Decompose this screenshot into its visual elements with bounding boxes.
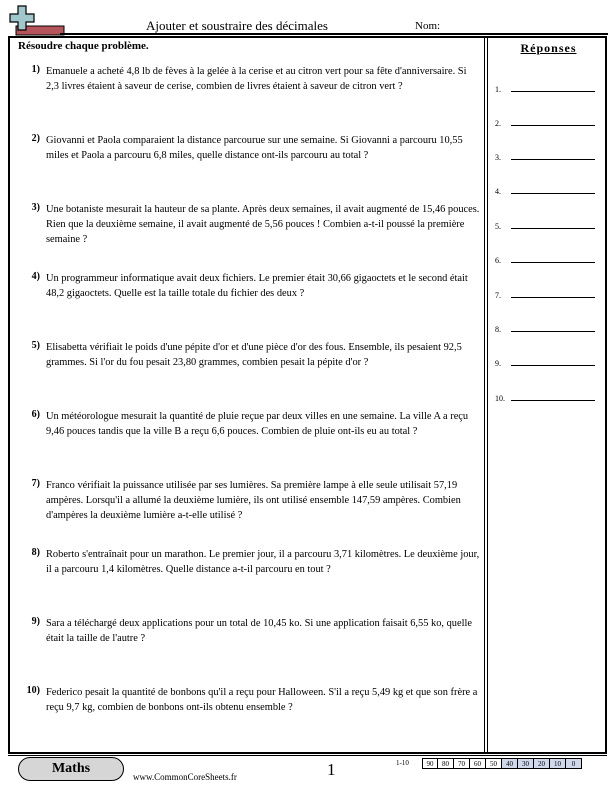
answer-number: 3.	[495, 153, 501, 162]
score-cell: 10	[550, 758, 566, 769]
worksheet-title: Ajouter et soustraire des décimales	[146, 18, 328, 33]
question-number: 1)	[31, 64, 40, 75]
score-cell: 70	[454, 758, 470, 769]
name-label: Nom:	[415, 20, 441, 32]
answer-number: 8.	[495, 325, 501, 334]
score-cell: 40	[502, 758, 518, 769]
answer-row	[495, 354, 595, 368]
score-range-label: 1-10	[396, 759, 409, 767]
answer-row	[495, 389, 595, 403]
answer-number: 5.	[495, 222, 501, 231]
answer-row	[495, 251, 595, 265]
answer-line[interactable]	[511, 125, 595, 126]
question-number: 7)	[31, 478, 40, 489]
answer-row	[495, 217, 595, 231]
answer-number: 7.	[495, 291, 501, 300]
answer-row	[495, 114, 595, 128]
question-text: Roberto s'entraînait pour un marathon. Le premier jour, il a parcouru 3,71 kilomètres. Le deuxième jour, il a parcouru 1,4 kilomètres. Quelle distance a-t-il parcouru en tout ?	[46, 549, 480, 575]
answer-line[interactable]	[511, 331, 595, 332]
score-scale	[396, 757, 582, 769]
question-number: 8)	[31, 547, 40, 558]
answers-heading-text: Réponses	[520, 41, 577, 55]
question-text: Elisabetta vérifiait le poids d'une pépite d'or et d'une pièce d'or des fous. Ensemble, ils pesaient 92,5 grammes. Si l'or du fou pesait 23,80 grammes, combien pesait la pépite d'or ?	[46, 342, 462, 368]
score-cell: 50	[486, 758, 502, 769]
score-cell: 20	[534, 758, 550, 769]
website-text: www.CommonCoreSheets.fr	[133, 772, 237, 782]
answer-row	[495, 80, 595, 94]
header-rule	[60, 33, 608, 35]
question-text: Giovanni et Paola comparaient la distance parcourue sur une semaine. Si Giovanni a parcouru 10,55 miles et Paola a parcouru 6,8 miles, quelle distance ont-ils parcouru au total ?	[46, 135, 463, 161]
question-number: 4)	[31, 271, 40, 282]
answer-line[interactable]	[511, 193, 595, 194]
question-text: Sara a téléchargé deux applications pour un total de 10,45 ko. Si une application faisait 6,55 ko, quelle était la taille de l'autre ?	[46, 618, 472, 644]
answer-line[interactable]	[511, 159, 595, 160]
question-number: 10)	[26, 685, 40, 696]
question-number: 3)	[31, 202, 40, 213]
answer-number: 6.	[495, 256, 501, 265]
subject-badge: Maths	[18, 757, 124, 781]
answer-number: 2.	[495, 119, 501, 128]
answer-number: 10.	[495, 394, 505, 403]
answer-line[interactable]	[511, 400, 595, 401]
score-cell: 0	[566, 758, 582, 769]
answer-line[interactable]	[511, 91, 595, 92]
score-cell: 60	[470, 758, 486, 769]
plus-logo-icon	[6, 4, 66, 36]
answer-number: 9.	[495, 359, 501, 368]
score-cell: 30	[518, 758, 534, 769]
question-text: Un programmeur informatique avait deux fichiers. Le premier était 30,66 gigaoctets et le second était 48,2 gigaoctets. Quelle est la taille totale du fichier des deux ?	[46, 273, 468, 299]
score-cell: 80	[438, 758, 454, 769]
instructions: Résoudre chaque problème.	[18, 40, 149, 52]
score-cell: 90	[422, 758, 438, 769]
answer-number: 4.	[495, 187, 501, 196]
question-text: Federico pesait la quantité de bonbons qu'il a reçu pour Halloween. S'il a reçu 5,49 kg et que son frère a reçu 9,7 kg, combien de bonbons ont-ils obtenu ensemble ?	[46, 687, 478, 713]
answer-line[interactable]	[511, 297, 595, 298]
answer-row	[495, 320, 595, 334]
answer-line[interactable]	[511, 228, 595, 229]
answer-line[interactable]	[511, 365, 595, 366]
answer-row	[495, 148, 595, 162]
answer-line[interactable]	[511, 262, 595, 263]
page-number: 1	[327, 760, 336, 779]
question-number: 9)	[31, 616, 40, 627]
answers-heading	[490, 41, 607, 56]
answer-row	[495, 182, 595, 196]
footer-rule	[8, 755, 607, 756]
answer-row	[495, 286, 595, 300]
question-number: 5)	[31, 340, 40, 351]
question-text: Franco vérifiait la puissance utilisée par ses lumières. Sa première lampe à elle seule utilisait 57,19 ampères. Lorsqu'il a allumé la deuxième lumière, ils ont utilisé ensemble 147,59 ampères. Combien d'ampères la deuxième lumière a-t-elle utilisé ?	[46, 480, 461, 521]
column-divider	[484, 36, 488, 754]
answer-number: 1.	[495, 85, 501, 94]
question-text: Emanuele a acheté 4,8 lb de fèves à la gelée à la cerise et au citron vert pour sa fête d'anniversaire. Si 2,3 livres étaient à saveur de cerise, combien de livres étaient à saveur de citron vert ?	[46, 66, 467, 92]
question-number: 2)	[31, 133, 40, 144]
question-number: 6)	[31, 409, 40, 420]
question-text: Un météorologue mesurait la quantité de pluie reçue par deux villes en une semaine. La ville A a reçu 9,46 pouces tandis que la ville B a reçu 6,6 pouces. Combien de pluie ont-ils eu au total ?	[46, 411, 469, 437]
question-text: Une botaniste mesurait la hauteur de sa plante. Après deux semaines, il avait augmenté de 15,46 pouces. Rien que la deuxième semaine, il avait augmenté de 5,56 pouces ! Combien a-t-il poussé la première semaine ?	[46, 204, 480, 245]
